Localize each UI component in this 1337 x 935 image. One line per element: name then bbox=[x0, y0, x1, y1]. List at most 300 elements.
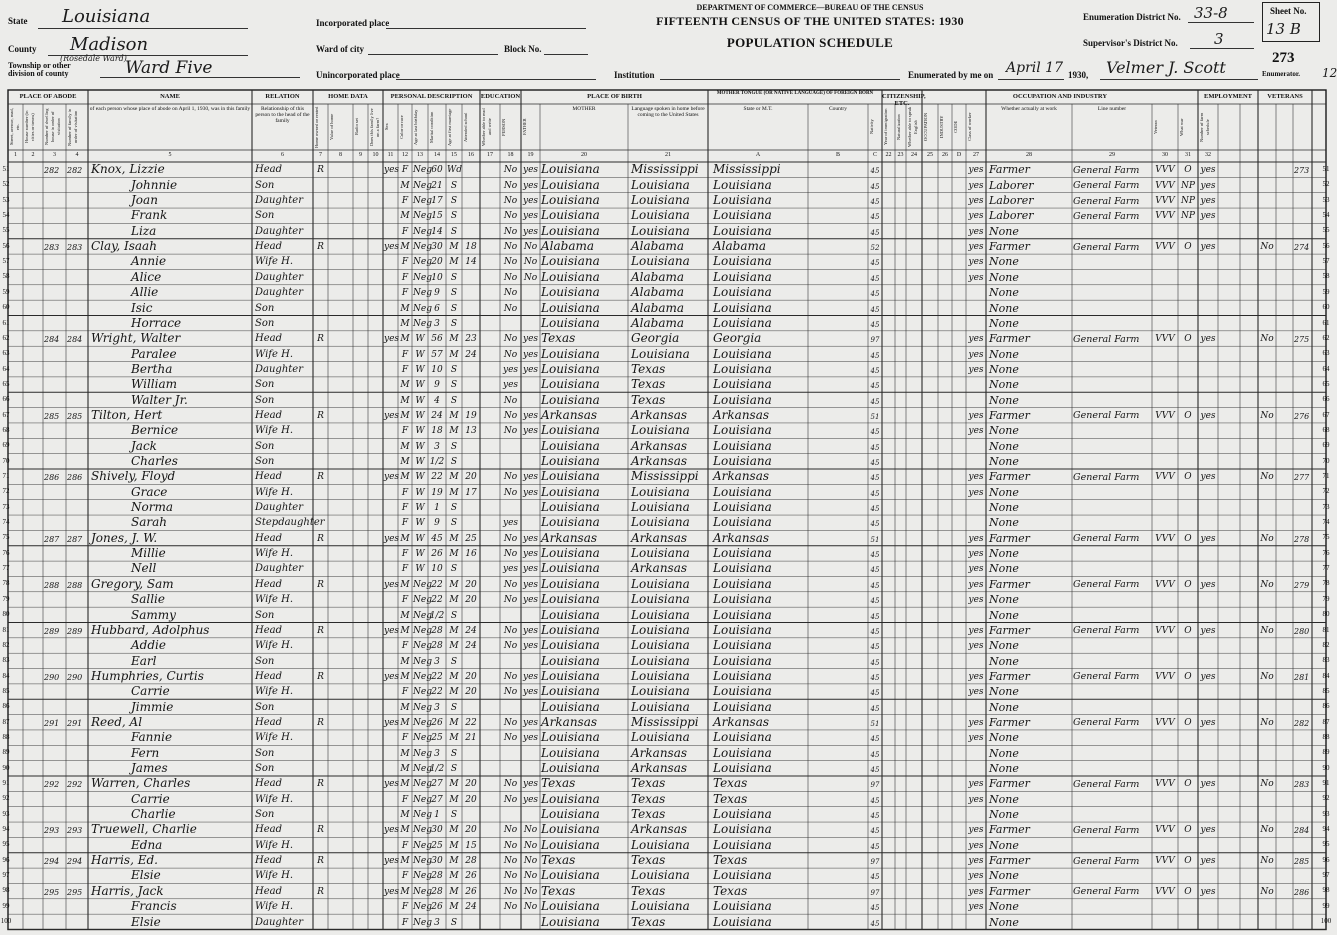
cell-mother: Louisiana bbox=[713, 193, 772, 208]
cell-marital: M bbox=[449, 487, 459, 498]
cell-marital: M bbox=[449, 886, 459, 897]
column-header: Marital condition bbox=[429, 111, 434, 143]
cell-birth: Louisiana bbox=[541, 607, 600, 622]
cell-marital: S bbox=[450, 518, 458, 529]
cell-sex: M bbox=[400, 441, 410, 452]
page-number: 273 bbox=[1272, 50, 1295, 66]
cell-work: yes bbox=[1200, 886, 1216, 897]
cell-birth: Louisiana bbox=[541, 208, 600, 223]
cell-relation: Head bbox=[255, 532, 283, 544]
township-note: (Rosedale Ward) bbox=[60, 54, 127, 63]
cell-english: yes bbox=[968, 564, 984, 575]
cell-age: 18 bbox=[431, 426, 443, 437]
cell-mother: Louisiana bbox=[713, 208, 772, 223]
cell-relation: Daughter bbox=[255, 195, 303, 207]
cell-dwelling: 289 bbox=[44, 626, 60, 636]
cell-birth: Louisiana bbox=[541, 576, 600, 591]
cell-occ-code: VVV bbox=[1155, 671, 1175, 682]
cell-code: 45 bbox=[870, 581, 880, 590]
line-number-right: 51 bbox=[1322, 165, 1330, 173]
cell-name: Nell bbox=[131, 561, 157, 576]
line-number-right: 100 bbox=[1320, 917, 1332, 926]
line-number-right: 64 bbox=[1322, 364, 1330, 373]
cell-school: No bbox=[503, 733, 518, 744]
cell-family: 295 bbox=[67, 887, 83, 897]
cell-relation: Wife H. bbox=[255, 594, 293, 606]
cell-father: Louisiana bbox=[631, 576, 690, 591]
cell-birth: Louisiana bbox=[541, 500, 600, 515]
cell-school: No bbox=[503, 410, 518, 421]
cell-birth: Louisiana bbox=[541, 162, 600, 177]
line-number: 71 bbox=[2, 472, 10, 480]
cell-literate: yes bbox=[522, 641, 539, 652]
cell-tenure: R bbox=[317, 717, 324, 728]
ward-label: Ward of city bbox=[316, 44, 364, 54]
cell-class: O bbox=[1184, 886, 1192, 897]
cell-father: Louisiana bbox=[631, 193, 690, 208]
cell-first-marriage: 24 bbox=[465, 902, 477, 913]
line-number-right: 61 bbox=[1322, 318, 1330, 327]
cell-relation: Daughter bbox=[255, 363, 303, 375]
cell-marital: M bbox=[449, 687, 459, 698]
cell-sex: F bbox=[401, 549, 409, 560]
cell-class: NP bbox=[1181, 211, 1195, 222]
cell-race: Neg bbox=[413, 242, 432, 253]
cell-occupation: None bbox=[989, 915, 1019, 929]
cell-sex: F bbox=[401, 288, 409, 299]
cell-birth: Louisiana bbox=[541, 684, 600, 699]
cell-class: O bbox=[1184, 825, 1192, 836]
township-value: Ward Five bbox=[125, 58, 213, 78]
line-number: 61 bbox=[2, 318, 10, 327]
line-number-right: 92 bbox=[1322, 794, 1330, 803]
cell-occupation: None bbox=[989, 869, 1019, 883]
cell-birth: Louisiana bbox=[541, 346, 600, 361]
cell-marital: M bbox=[449, 856, 459, 867]
cell-farm: yes bbox=[384, 533, 400, 544]
cell-name: Horrace bbox=[131, 315, 182, 330]
column-number: 3 bbox=[53, 152, 56, 158]
cell-occupation: Farmer bbox=[989, 854, 1030, 868]
cell-class: O bbox=[1184, 410, 1192, 421]
cell-tenure: R bbox=[317, 334, 324, 345]
cell-father: Arkansas bbox=[631, 407, 688, 422]
cell-english: yes bbox=[968, 533, 984, 544]
cell-father: Arkansas bbox=[631, 761, 688, 775]
line-number-right: 60 bbox=[1322, 303, 1330, 312]
cell-sex: F bbox=[401, 518, 409, 529]
cell-dwelling: 292 bbox=[44, 780, 60, 790]
cell-english: yes bbox=[968, 472, 984, 483]
column-number: 21 bbox=[665, 152, 671, 158]
cell-english: yes bbox=[968, 825, 984, 836]
cell-veteran: No bbox=[1260, 334, 1274, 345]
line-number-right: 77 bbox=[1322, 564, 1330, 573]
cell-farm: yes bbox=[384, 856, 400, 867]
cell-sex: M bbox=[400, 886, 410, 897]
cell-relation: Son bbox=[255, 763, 275, 774]
cell-school: No bbox=[503, 625, 518, 636]
line-number-right: 57 bbox=[1322, 257, 1330, 266]
cell-mother: Texas bbox=[713, 853, 748, 868]
cell-sex: M bbox=[400, 395, 410, 406]
cell-age: 20 bbox=[431, 257, 443, 268]
cell-sex: F bbox=[401, 364, 409, 375]
cell-school: yes bbox=[502, 518, 519, 529]
cell-mother: Louisiana bbox=[713, 500, 772, 515]
cell-mother: Louisiana bbox=[713, 914, 772, 929]
cell-occupation: None bbox=[989, 792, 1019, 806]
cell-age: 21 bbox=[431, 180, 443, 191]
cell-work: yes bbox=[1200, 196, 1216, 207]
cell-relation: Wife H. bbox=[255, 870, 293, 882]
cell-first-marriage: 23 bbox=[465, 334, 477, 345]
cell-occupation: Farmer bbox=[989, 577, 1030, 591]
cell-relation: Head bbox=[255, 164, 283, 176]
cell-sex: M bbox=[400, 211, 410, 222]
cell-code: 45 bbox=[870, 873, 880, 882]
cell-race: W bbox=[415, 334, 425, 345]
line-number: 67 bbox=[2, 410, 10, 419]
cell-english: yes bbox=[968, 779, 984, 790]
cell-code: 45 bbox=[870, 551, 880, 560]
cell-sex: M bbox=[400, 380, 410, 391]
cell-age: 6 bbox=[434, 303, 440, 314]
cell-birth: Louisiana bbox=[541, 622, 600, 637]
cell-occupation: None bbox=[989, 439, 1019, 453]
cell-occupation: None bbox=[989, 762, 1019, 775]
cell-literate: yes bbox=[522, 364, 539, 375]
cell-english: yes bbox=[968, 641, 984, 652]
cell-code: 45 bbox=[870, 366, 880, 375]
cell-english: yes bbox=[968, 871, 984, 882]
cell-relation: Son bbox=[255, 440, 275, 452]
cell-name: Charles bbox=[131, 454, 178, 468]
cell-age: 22 bbox=[431, 579, 443, 590]
line-number-right: 81 bbox=[1322, 625, 1330, 634]
cell-mother: Louisiana bbox=[713, 622, 772, 637]
cell-literate: No bbox=[523, 902, 538, 913]
cell-age: 1/2 bbox=[429, 764, 445, 774]
cell-work: yes bbox=[1200, 472, 1216, 483]
line-number: 92 bbox=[2, 794, 10, 803]
cell-race: W bbox=[415, 549, 425, 560]
group-header: EDUCATION bbox=[480, 93, 521, 100]
enumerator-name: Velmer J. Scott bbox=[1106, 58, 1226, 77]
column-header: Home owned or rented bbox=[314, 106, 319, 148]
cell-english: yes bbox=[968, 671, 984, 682]
cell-sex: F bbox=[401, 272, 409, 283]
cell-sex: M bbox=[400, 702, 410, 713]
cell-marital: M bbox=[449, 595, 459, 606]
cell-father: Mississippi bbox=[631, 714, 699, 729]
cell-english: yes bbox=[968, 257, 984, 268]
sheet-label: Sheet No. bbox=[1270, 6, 1307, 16]
cell-marital: M bbox=[449, 641, 459, 652]
cell-occ-code: VVV bbox=[1155, 180, 1175, 191]
cell-farm-no: 284 bbox=[1294, 826, 1310, 836]
column-header: Number of family in order of visitation bbox=[67, 108, 78, 146]
cell-english: yes bbox=[968, 487, 984, 498]
cell-birth: Louisiana bbox=[541, 515, 600, 530]
line-number: 52 bbox=[2, 180, 10, 189]
line-number-right: 65 bbox=[1322, 379, 1330, 388]
cell-age: 1 bbox=[434, 810, 440, 821]
cell-birth: Louisiana bbox=[541, 699, 600, 714]
cell-occupation: Farmer bbox=[989, 470, 1030, 484]
cell-name: Knox, Lizzie bbox=[91, 162, 165, 177]
cell-birth: Louisiana bbox=[541, 592, 600, 607]
cell-work: yes bbox=[1200, 533, 1216, 544]
cell-sex: F bbox=[401, 595, 409, 606]
group-header: EMPLOYMENT bbox=[1203, 93, 1253, 100]
group-header: PLACE OF ABODE bbox=[19, 93, 77, 100]
cell-first-marriage: 28 bbox=[465, 856, 477, 867]
cell-school: No bbox=[503, 579, 518, 590]
cell-work: yes bbox=[1200, 165, 1216, 176]
cell-name: Sallie bbox=[131, 592, 165, 607]
cell-occupation: None bbox=[989, 501, 1019, 515]
cell-occupation: None bbox=[989, 731, 1019, 745]
enumeration-value: 33-8 bbox=[1194, 4, 1228, 22]
cell-occ-code: VVV bbox=[1155, 825, 1175, 836]
census-title: FIFTEENTH CENSUS OF THE UNITED STATES: 1930 bbox=[656, 14, 964, 28]
cell-race: Neg bbox=[413, 687, 432, 698]
cell-mother: Louisiana bbox=[713, 392, 772, 407]
cell-school: No bbox=[503, 288, 518, 299]
cell-family: 284 bbox=[67, 335, 83, 345]
cell-occupation: Farmer bbox=[989, 669, 1030, 683]
cell-marital: Wd bbox=[447, 165, 463, 176]
column-number: 14 bbox=[434, 152, 440, 158]
cell-family: 287 bbox=[67, 534, 83, 544]
cell-marital: M bbox=[449, 533, 459, 544]
cell-code: 45 bbox=[870, 673, 880, 682]
cell-code: 97 bbox=[870, 858, 880, 867]
enumerated-date: April 17 bbox=[1006, 60, 1063, 76]
cell-english: yes bbox=[968, 717, 984, 728]
cell-birth: Louisiana bbox=[541, 377, 600, 392]
cell-marital: M bbox=[449, 472, 459, 483]
year-label: 1930, bbox=[1068, 70, 1089, 80]
cell-occupation: Farmer bbox=[989, 715, 1030, 729]
cell-tenure: R bbox=[317, 242, 324, 253]
cell-marital: S bbox=[450, 656, 458, 667]
cell-occ-code: VVV bbox=[1155, 579, 1175, 590]
cell-sex: M bbox=[400, 779, 410, 790]
line-number: 72 bbox=[2, 487, 10, 496]
cell-race: Neg bbox=[413, 825, 432, 836]
cell-birth: Louisiana bbox=[541, 791, 600, 806]
column-number: A bbox=[755, 152, 761, 158]
cell-name: Jimmie bbox=[131, 699, 174, 714]
cell-farm-no: 279 bbox=[1294, 580, 1310, 590]
cell-marital: S bbox=[450, 303, 458, 314]
cell-literate: yes bbox=[522, 487, 539, 498]
column-header: CODE bbox=[953, 120, 958, 134]
cell-mother: Louisiana bbox=[713, 300, 772, 315]
cell-class: O bbox=[1184, 334, 1192, 345]
cell-first-marriage: 13 bbox=[465, 426, 477, 437]
cell-age: 3 bbox=[434, 702, 440, 713]
cell-sex: M bbox=[400, 579, 410, 590]
line-number-right: 73 bbox=[1322, 502, 1330, 511]
line-number: 60 bbox=[2, 303, 10, 312]
cell-occupation: None bbox=[989, 746, 1019, 760]
cell-school: No bbox=[503, 165, 518, 176]
cell-relation: Son bbox=[255, 747, 275, 759]
cell-relation: Son bbox=[255, 394, 275, 406]
cell-name: Clay, Isaah bbox=[91, 239, 157, 254]
cell-farm-no: 286 bbox=[1294, 887, 1310, 897]
cell-age: 9 bbox=[434, 380, 440, 391]
line-number: 77 bbox=[2, 564, 10, 573]
cell-code: 45 bbox=[870, 735, 880, 744]
cell-mother: Louisiana bbox=[713, 699, 772, 714]
line-number-right: 86 bbox=[1322, 702, 1330, 711]
cell-english: yes bbox=[968, 410, 984, 421]
cell-code: 45 bbox=[870, 228, 880, 237]
cell-race: W bbox=[415, 518, 425, 529]
cell-race: Neg bbox=[413, 917, 432, 928]
line-number-right: 75 bbox=[1322, 533, 1330, 542]
cell-industry: General Farm bbox=[1073, 717, 1140, 729]
cell-age: 22 bbox=[431, 472, 443, 483]
cell-marital: S bbox=[450, 288, 458, 299]
column-header: INDUSTRY bbox=[939, 115, 944, 139]
cell-age: 9 bbox=[434, 288, 440, 299]
cell-code: 45 bbox=[870, 520, 880, 529]
cell-age: 10 bbox=[431, 364, 443, 375]
cell-relation: Head bbox=[255, 778, 283, 790]
cell-sex: F bbox=[401, 641, 409, 652]
cell-dwelling: 287 bbox=[44, 534, 60, 544]
cell-relation: Son bbox=[255, 456, 275, 467]
cell-sex: M bbox=[400, 303, 410, 314]
cell-first-marriage: 20 bbox=[465, 687, 477, 698]
cell-occupation: None bbox=[989, 516, 1019, 530]
cell-name: Paralee bbox=[131, 346, 177, 361]
cell-literate: yes bbox=[522, 625, 539, 636]
cell-family: 285 bbox=[67, 411, 83, 421]
cell-first-marriage: 22 bbox=[465, 717, 477, 728]
cell-mother: Louisiana bbox=[713, 822, 772, 837]
cell-marital: M bbox=[449, 902, 459, 913]
cell-occupation: None bbox=[989, 301, 1019, 315]
cell-father: Louisiana bbox=[631, 622, 690, 637]
cell-mother: Arkansas bbox=[713, 469, 770, 484]
cell-birth: Louisiana bbox=[541, 254, 600, 269]
cell-relation: Head bbox=[255, 471, 283, 483]
cell-first-marriage: 24 bbox=[465, 349, 477, 360]
line-number-right: 90 bbox=[1322, 763, 1330, 772]
cell-name: Fannie bbox=[131, 730, 173, 745]
cell-first-marriage: 20 bbox=[465, 825, 477, 836]
cell-tenure: R bbox=[317, 825, 324, 836]
cell-literate: No bbox=[523, 856, 538, 867]
cell-age: 57 bbox=[431, 349, 443, 360]
cell-mother: Arkansas bbox=[713, 714, 770, 729]
cell-occupation: None bbox=[989, 685, 1019, 699]
cell-occupation: None bbox=[989, 608, 1019, 622]
line-number-right: 71 bbox=[1322, 472, 1330, 480]
cell-marital: S bbox=[450, 748, 458, 759]
column-number: 17 bbox=[487, 152, 493, 158]
cell-code: 45 bbox=[870, 766, 880, 774]
cell-age: 10 bbox=[431, 564, 443, 575]
cell-race: Neg bbox=[413, 733, 432, 744]
cell-birth: Louisiana bbox=[541, 668, 600, 683]
cell-mother: Texas bbox=[713, 791, 748, 806]
cell-veteran: No bbox=[1260, 472, 1274, 483]
county-value: Madison bbox=[70, 34, 149, 55]
column-number: 9 bbox=[359, 152, 362, 158]
cell-dwelling: 283 bbox=[44, 243, 60, 253]
cell-school: No bbox=[503, 242, 518, 253]
cell-name: Johnnie bbox=[131, 177, 178, 192]
line-number-right: 56 bbox=[1322, 241, 1330, 250]
cell-class: O bbox=[1184, 472, 1192, 483]
line-number: 64 bbox=[2, 364, 10, 373]
cell-name: Humphries, Curtis bbox=[91, 668, 204, 683]
cell-veteran: No bbox=[1260, 886, 1274, 897]
cell-english: yes bbox=[968, 226, 984, 237]
cell-occ-code: VVV bbox=[1155, 334, 1175, 345]
cell-school: No bbox=[503, 840, 518, 851]
line-number: 79 bbox=[2, 594, 10, 603]
cell-english: yes bbox=[968, 856, 984, 867]
column-header: Naturalization bbox=[896, 114, 901, 140]
cell-marital: S bbox=[450, 503, 458, 514]
cell-tenure: R bbox=[317, 856, 324, 867]
cell-father: Louisiana bbox=[631, 592, 690, 607]
cell-code: 97 bbox=[870, 888, 880, 897]
cell-marital: S bbox=[450, 364, 458, 375]
cell-occupation: Laborer bbox=[989, 209, 1034, 223]
cell-school: No bbox=[503, 687, 518, 698]
column-header: of each person whose place of abode on April 1, 1930, was in this family bbox=[89, 106, 251, 112]
cell-school: yes bbox=[502, 564, 519, 575]
block-label: Block No. bbox=[504, 44, 542, 54]
column-number: 26 bbox=[942, 152, 948, 158]
column-number: C bbox=[872, 152, 877, 158]
cell-occ-code: VVV bbox=[1155, 242, 1175, 253]
column-header: Value of home bbox=[329, 113, 334, 141]
cell-literate: yes bbox=[522, 334, 539, 345]
cell-veteran: No bbox=[1260, 779, 1274, 790]
cell-sex: F bbox=[401, 503, 409, 514]
cell-father: Arkansas bbox=[631, 454, 688, 468]
cell-farm: yes bbox=[384, 579, 400, 590]
line-number-right: 96 bbox=[1322, 855, 1330, 864]
cell-mother: Louisiana bbox=[713, 561, 772, 576]
cell-sex: M bbox=[400, 610, 410, 621]
cell-name: Bernice bbox=[131, 423, 179, 438]
column-number: 29 bbox=[1109, 152, 1115, 158]
cell-school: No bbox=[503, 180, 518, 191]
cell-race: Neg bbox=[413, 840, 432, 851]
cell-first-marriage: 20 bbox=[465, 671, 477, 682]
cell-tenure: R bbox=[317, 671, 324, 682]
cell-dwelling: 294 bbox=[44, 857, 60, 867]
cell-race: Neg bbox=[413, 886, 432, 897]
column-header: Number of dwelling house in order of visitation bbox=[44, 108, 61, 146]
column-number: 2 bbox=[31, 152, 35, 158]
cell-marital: S bbox=[450, 917, 458, 928]
cell-race: W bbox=[415, 564, 425, 575]
cell-age: 15 bbox=[431, 211, 443, 222]
line-number-right: 70 bbox=[1322, 456, 1330, 465]
